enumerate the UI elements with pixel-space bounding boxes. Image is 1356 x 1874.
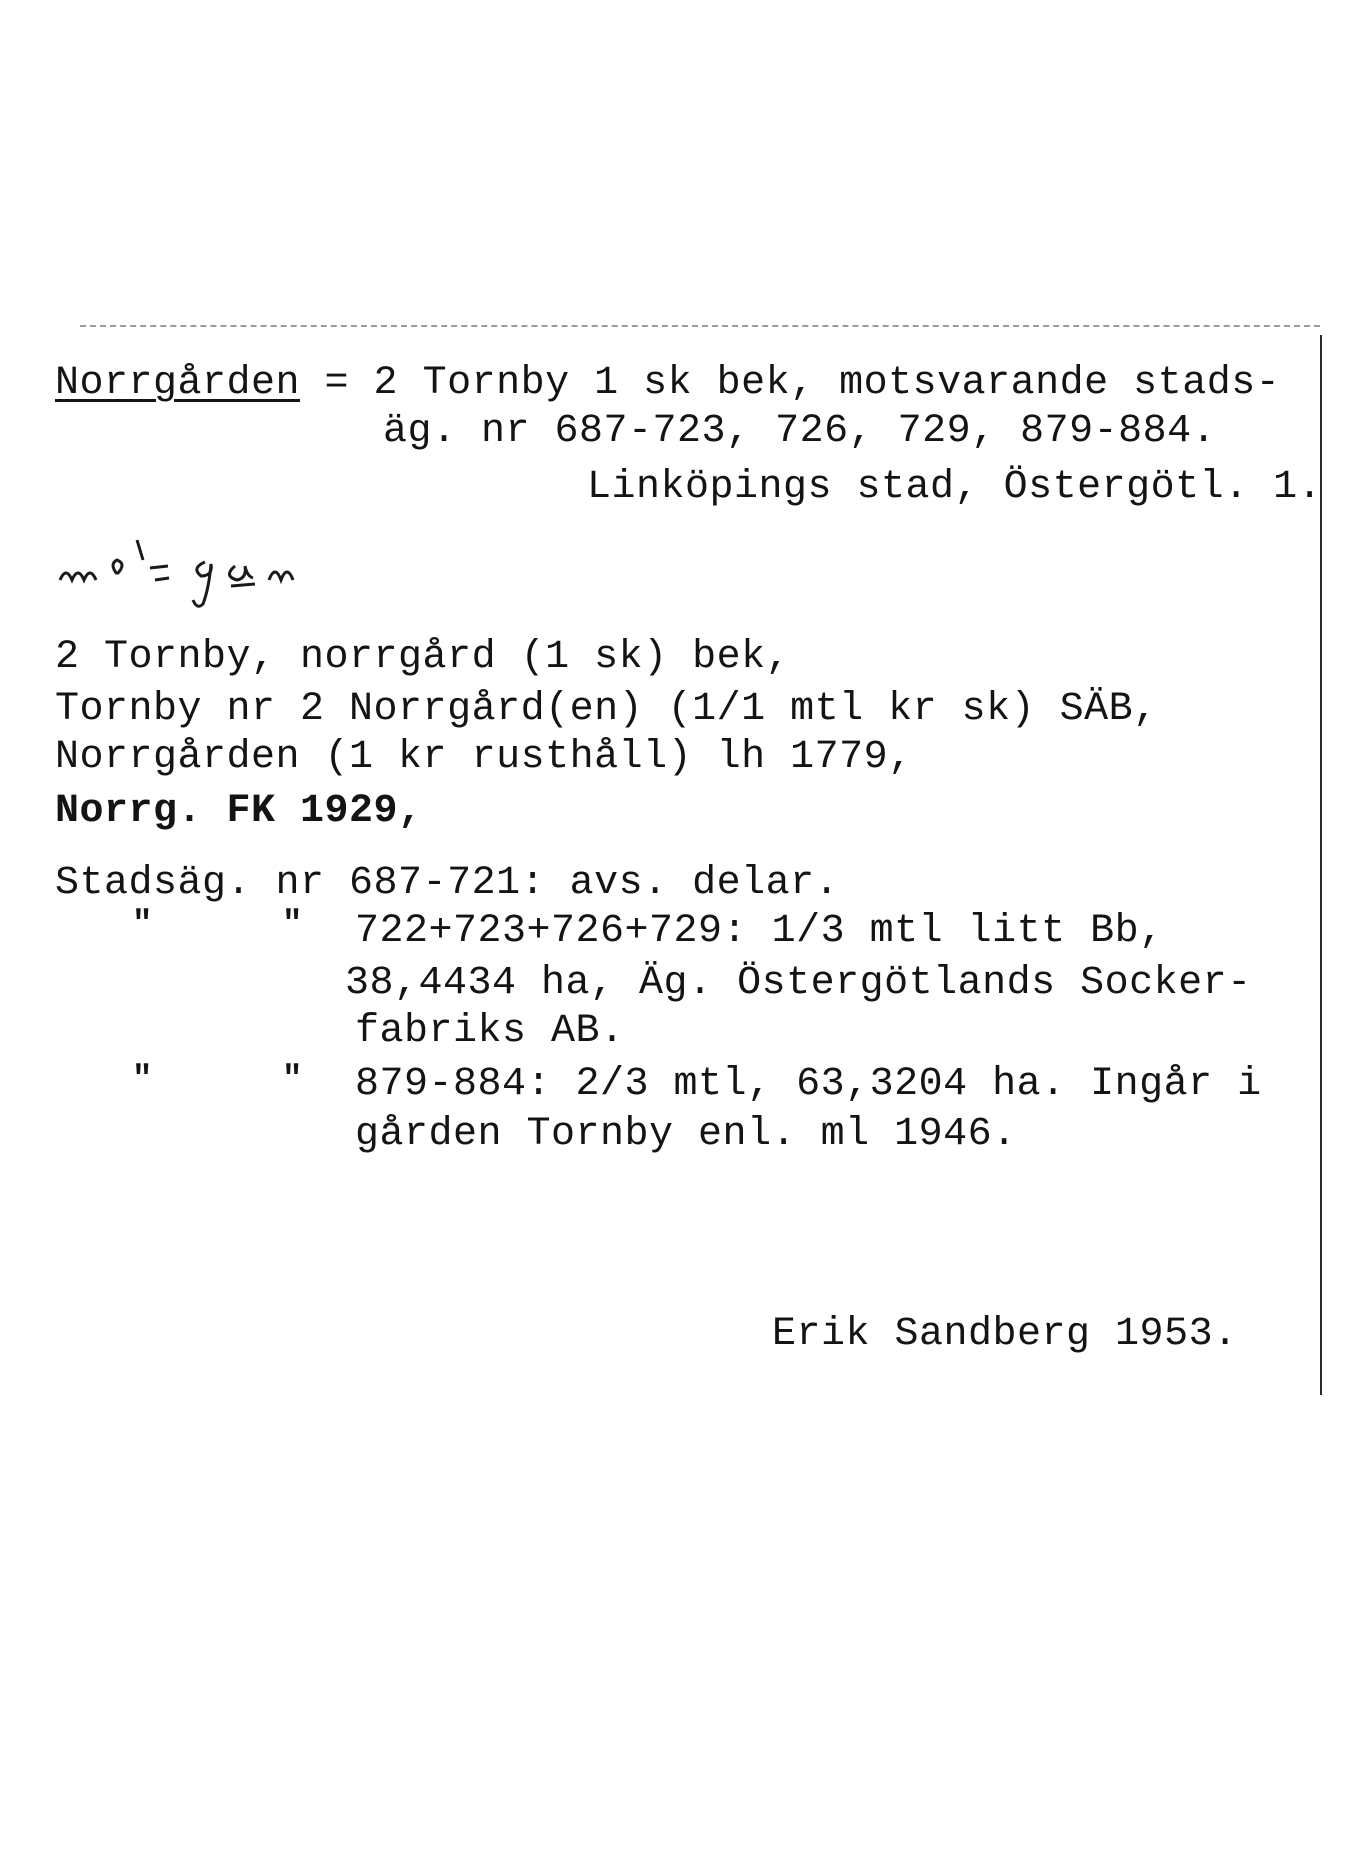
card-top-edge [80,325,1320,327]
ditto-mark: " [132,906,153,944]
pronunciation-handwriting [55,520,385,610]
parcels-entry-2-line-3: fabriks AB. [355,1009,625,1054]
header-line-1 [55,362,1280,406]
parcels-entry-3-line-2: gården Tornby enl. ml 1946. [355,1112,1017,1157]
ditto-mark: " [282,1061,303,1099]
parcels-line-1: Stadsäg. nr 687-721: avs. delar. [55,861,840,906]
parcels-entry-3-line-1: 879-884: 2/3 mtl, 63,3204 ha. Ingår i [355,1062,1262,1107]
parcels-entry-2-line-2: 38,4434 ha, Äg. Östergötlands Socker- [345,961,1252,1006]
historical-form-1: 2 Tornby, norrgård (1 sk) bek, [55,635,791,680]
ditto-mark: " [282,906,303,944]
bold-form: Norrg. FK 1929, [55,789,423,834]
ditto-mark: " [132,1061,153,1099]
historical-form-3: Norrgården (1 kr rusthåll) lh 1779, [55,735,913,780]
header-line-1-rest: = 2 Tornby 1 sk bek, motsvarande stads- [300,361,1281,406]
historical-form-2: Tornby nr 2 Norrgård(en) (1/1 mtl kr sk) SÄB, [55,687,1158,732]
signature: Erik Sandberg 1953. [772,1312,1238,1357]
header-line-2: äg. nr 687-723, 726, 729, 879-884. [383,409,1217,454]
parcels-entry-2-line-1: 722+723+726+729: 1/3 mtl litt Bb, [355,909,1164,954]
header-line-3: Linköpings stad, Östergötl. 1. [587,465,1323,510]
headword: Norrgården [55,361,301,406]
